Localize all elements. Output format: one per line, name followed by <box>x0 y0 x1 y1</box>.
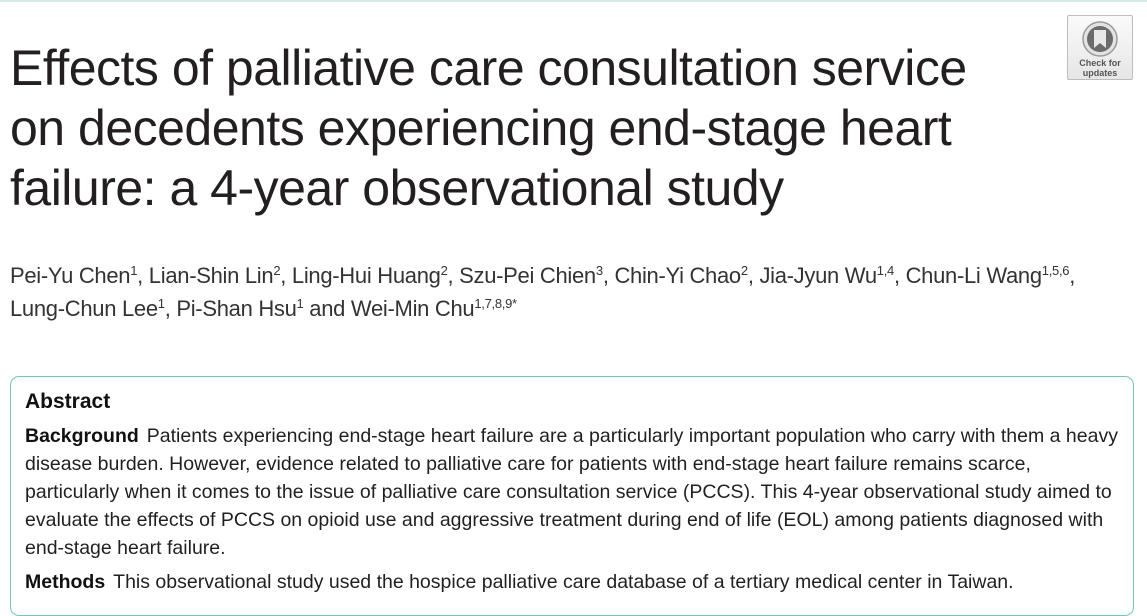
author-separator: , <box>447 263 460 288</box>
author-name[interactable]: Lung-Chun Lee <box>10 296 158 321</box>
author-affiliation: 2 <box>740 263 748 278</box>
author-affiliation: 1 <box>296 296 304 311</box>
methods-text: This observational study used the hospice palliative care database of a tertiary medical center in Taiwan. <box>113 571 1014 593</box>
author-affiliation: 1,5,6 <box>1041 263 1070 278</box>
check-for-updates-badge[interactable] <box>1067 15 1133 80</box>
author-separator: , <box>280 263 292 288</box>
author-affiliation: 1,4 <box>876 263 894 278</box>
author-affiliation: 2 <box>440 263 448 278</box>
author-separator: , <box>602 263 615 288</box>
author-name[interactable]: Chun-Li Wang <box>905 263 1042 288</box>
author-name[interactable]: Chin-Yi Chao <box>614 263 741 288</box>
article-title: Effects of palliative care consultation service on decedents experiencing end-stage heart failure: a 4-year observational study <box>10 40 967 216</box>
author-separator: , <box>137 263 149 288</box>
author-separator: , <box>893 263 906 288</box>
author-name[interactable]: Szu-Pei Chien <box>459 263 596 288</box>
top-rule <box>0 0 1147 2</box>
abstract-methods <box>25 568 1119 596</box>
background-label: Background <box>25 425 139 447</box>
author-affiliation: 3 <box>595 263 603 278</box>
author-separator: , <box>164 296 177 321</box>
abstract-box <box>10 376 1134 616</box>
author-separator: , <box>1069 263 1076 288</box>
author-affiliation: 1,7,8,9* <box>474 296 517 311</box>
bookmark-check-icon <box>1081 20 1119 58</box>
author-list <box>10 259 1130 325</box>
author-name[interactable]: Ling-Hui Huang <box>291 263 441 288</box>
author-name[interactable]: Pi-Shan Hsu <box>176 296 297 321</box>
methods-label: Methods <box>25 571 106 593</box>
abstract-heading: Abstract <box>25 390 111 413</box>
author-name[interactable]: Pei-Yu Chen <box>10 263 131 288</box>
author-separator: , <box>747 263 760 288</box>
badge-label-line1: Check for <box>1079 58 1121 68</box>
background-text: Patients experiencing end-stage heart failure are a particularly important population who carry with them a heavy disease burden. However, evidence related to palliative care for patients with end-stage heart failure remains scarce, particularly when it comes to the issue of palliative care consultation service (PCCS). This 4-year observational study aimed to evaluate the effects of PCCS on opioid use and aggressive treatment during end of life (EOL) among patients diagnosed with end-stage heart failure. <box>25 425 1118 559</box>
author-name[interactable]: Wei-Min Chu <box>350 296 475 321</box>
author-affiliation: 1 <box>157 296 165 311</box>
abstract-background <box>25 422 1119 562</box>
author-affiliation: 2 <box>273 263 281 278</box>
author-affiliation: 1 <box>130 263 138 278</box>
author-separator: and <box>303 296 351 321</box>
author-name[interactable]: Jia-Jyun Wu <box>759 263 877 288</box>
author-name[interactable]: Lian-Shin Lin <box>148 263 274 288</box>
badge-label-line2: updates <box>1082 68 1118 78</box>
